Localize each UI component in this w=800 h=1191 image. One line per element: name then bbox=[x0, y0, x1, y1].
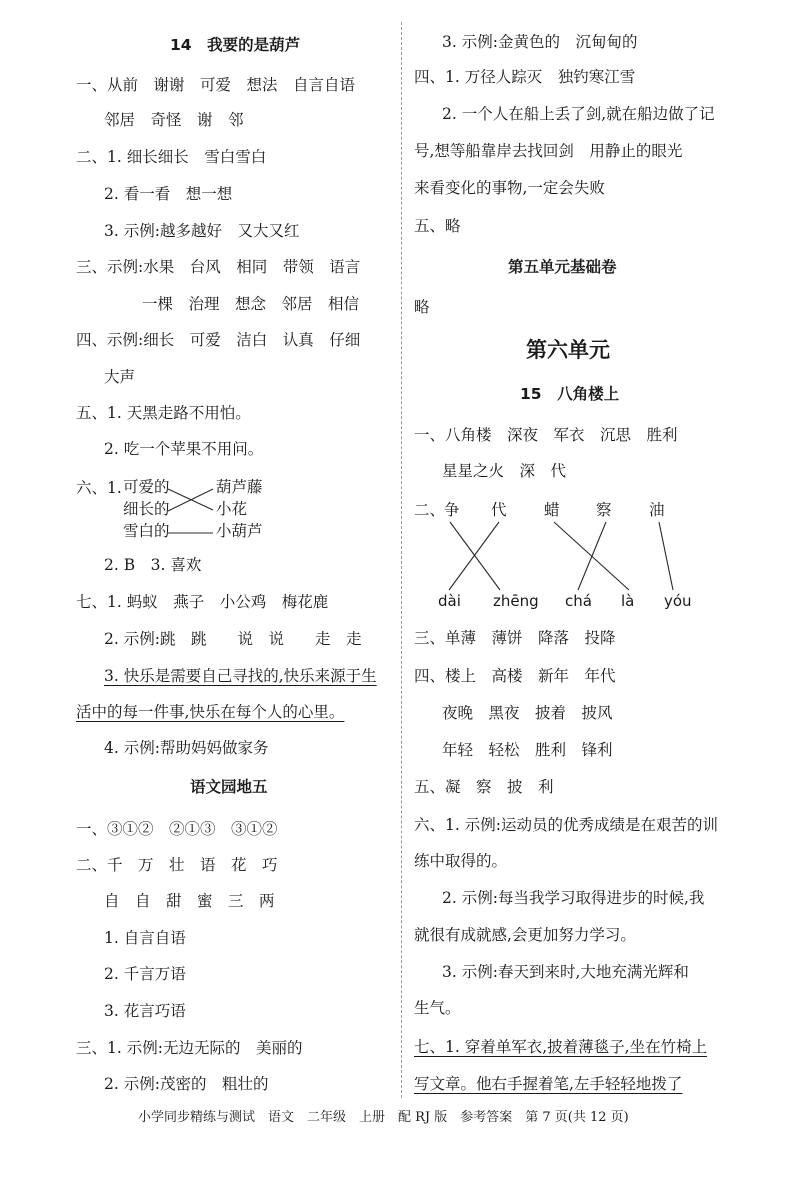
q2-item1: 二、1. 细长细长 雪白雪白 bbox=[76, 148, 267, 166]
page-footer: 小学同步精练与测试 语文 二年级 上册 配 RJ 版 参考答案 第 7 页(共 12 页) bbox=[138, 1110, 629, 1125]
q6-items-2-3: 2. B 3. 喜欢 bbox=[104, 556, 202, 574]
garden-q2-item1: 1. 自言自语 bbox=[104, 929, 186, 947]
column-divider bbox=[401, 22, 402, 1098]
q5-item2: 2. 吃一个苹果不用问。 bbox=[104, 440, 264, 458]
q2-item2: 2. 看一看 想一想 bbox=[104, 185, 233, 203]
garden-q5: 五、略 bbox=[414, 217, 461, 235]
q3-line2: 一棵 治理 想念 邻居 相信 bbox=[142, 295, 360, 313]
r-q2-char-1: 争 bbox=[444, 501, 460, 519]
garden-q3-item1: 三、1. 示例:无边无际的 美丽的 bbox=[76, 1039, 303, 1057]
r-q6-item3-line2: 生气。 bbox=[414, 999, 461, 1017]
garden-q4-item2-line3: 来看变化的事物,一定会失败 bbox=[414, 179, 605, 197]
r-q4-line1: 四、楼上 高楼 新年 年代 bbox=[414, 667, 616, 685]
r-q2-char-4: 察 bbox=[596, 501, 612, 519]
r-q6-item2-line1: 2. 示例:每当我学习取得进步的时候,我 bbox=[442, 889, 705, 907]
r-q2-char-3: 蜡 bbox=[544, 501, 560, 519]
q4-line2: 大声 bbox=[104, 368, 136, 386]
q1-line1: 一、从前 谢谢 可爱 想法 自言自语 bbox=[76, 76, 356, 94]
q6-left-word-1: 可爱的 bbox=[123, 478, 170, 496]
r-q2-pinyin-1: dài bbox=[438, 592, 461, 610]
match-line-xichang-huluteng bbox=[168, 489, 213, 511]
garden-q3-item2: 2. 示例:茂密的 粗壮的 bbox=[104, 1075, 269, 1093]
garden-q2-item2: 2. 千言万语 bbox=[104, 965, 186, 983]
q4-line1: 四、示例:细长 可爱 洁白 认真 仔细 bbox=[76, 331, 361, 349]
garden-q4-item2-line1: 2. 一个人在船上丢了剑,就在船边做了记 bbox=[442, 105, 715, 123]
r-q2-char-2: 代 bbox=[491, 501, 507, 519]
r-q5: 五、凝 察 披 利 bbox=[414, 778, 554, 796]
q7-item1: 七、1. 蚂蚁 燕子 小公鸡 梅花鹿 bbox=[76, 593, 329, 611]
garden-q3-item3: 3. 示例:金黄色的 沉甸甸的 bbox=[442, 33, 638, 51]
r-q6-item2-line2: 就很有成就感,会更加努力学习。 bbox=[414, 926, 636, 944]
r-q1-line2: 星星之火 深 代 bbox=[442, 462, 567, 480]
r-q6-item1-line2: 练中取得的。 bbox=[414, 852, 508, 870]
q3-line1: 三、示例:水果 台风 相同 带领 语言 bbox=[76, 258, 361, 276]
lesson-14-title: 14 我要的是葫芦 bbox=[170, 36, 301, 54]
match-line-you bbox=[659, 522, 673, 590]
q2-item3: 3. 示例:越多越好 又大又红 bbox=[104, 222, 300, 240]
r-q6-item1-line1: 六、1. 示例:运动员的优秀成绩是在艰苦的训 bbox=[414, 816, 718, 834]
unit-5-answer: 略 bbox=[414, 298, 430, 316]
q6-left-word-3: 雪白的 bbox=[123, 522, 170, 540]
q7-item2: 2. 示例:跳 跳 说 说 走 走 bbox=[104, 630, 362, 648]
match-line-zheng bbox=[450, 522, 500, 590]
match-line-keai-xiaohua bbox=[168, 489, 213, 510]
match-line-cha bbox=[578, 522, 606, 590]
r-q7-item1-line1: 七、1. 穿着单军衣,披着薄毯子,坐在竹椅上 bbox=[414, 1038, 708, 1056]
q1-line2: 邻居 奇怪 谢 邻 bbox=[104, 111, 244, 129]
q7-item3-line1: 3. 快乐是需要自己寻找的,快乐来源于生 bbox=[104, 667, 377, 685]
garden-5-title: 语文园地五 bbox=[190, 778, 268, 796]
unit-6-title: 第六单元 bbox=[526, 338, 610, 362]
garden-q2-line2: 自 自 甜 蜜 三 两 bbox=[104, 892, 275, 910]
lesson-15-title: 15 八角楼上 bbox=[520, 385, 620, 403]
q6-left-word-2: 细长的 bbox=[123, 500, 170, 518]
garden-q2-item3: 3. 花言巧语 bbox=[104, 1002, 186, 1020]
q7-item3-line2: 活中的每一件事,快乐在每个人的心里。 bbox=[76, 703, 345, 721]
q6-right-word-3: 小葫芦 bbox=[216, 522, 263, 540]
match-line-dai bbox=[449, 522, 499, 590]
q5-item1: 五、1. 天黑走路不用怕。 bbox=[76, 404, 251, 422]
r-q2-pinyin-5: yóu bbox=[664, 592, 692, 610]
r-q3: 三、单薄 薄饼 降落 投降 bbox=[414, 629, 616, 647]
r-q2-char-5: 油 bbox=[649, 501, 665, 519]
q6-right-word-1: 葫芦藤 bbox=[216, 478, 263, 496]
r-q1-line1: 一、八角楼 深夜 军衣 沉思 胜利 bbox=[414, 426, 678, 444]
q6-prefix: 六、1. bbox=[76, 479, 122, 497]
r-q2-pinyin-2: zhēng bbox=[493, 592, 539, 610]
q6-right-word-2: 小花 bbox=[216, 500, 248, 518]
r-q4-line2: 夜晚 黑夜 披着 披风 bbox=[442, 704, 613, 722]
match-line-la bbox=[554, 522, 629, 590]
q7-item4: 4. 示例:帮助妈妈做家务 bbox=[104, 739, 269, 757]
r-q7-item1-line2: 写文章。他右手握着笔,左手轻轻地拨了 bbox=[414, 1075, 683, 1093]
garden-q2-line1: 二、千 万 壮 语 花 巧 bbox=[76, 856, 278, 874]
r-q4-line3: 年轻 轻松 胜利 锋利 bbox=[442, 741, 613, 759]
r-q6-item3-line1: 3. 示例:春天到来时,大地充满光辉和 bbox=[442, 963, 689, 981]
garden-q1: 一、③①② ②①③ ③①② bbox=[76, 820, 278, 838]
garden-q4-item2-line2: 号,想等船靠岸去找回剑 用静止的眼光 bbox=[414, 142, 683, 160]
r-q2-pinyin-3: chá bbox=[565, 592, 592, 610]
garden-q4-item1: 四、1. 万径人踪灭 独钓寒江雪 bbox=[414, 68, 636, 86]
r-q2-pinyin-4: là bbox=[621, 592, 635, 610]
unit-5-title: 第五单元基础卷 bbox=[508, 258, 617, 276]
r-q2-prefix: 二、 bbox=[414, 501, 446, 519]
